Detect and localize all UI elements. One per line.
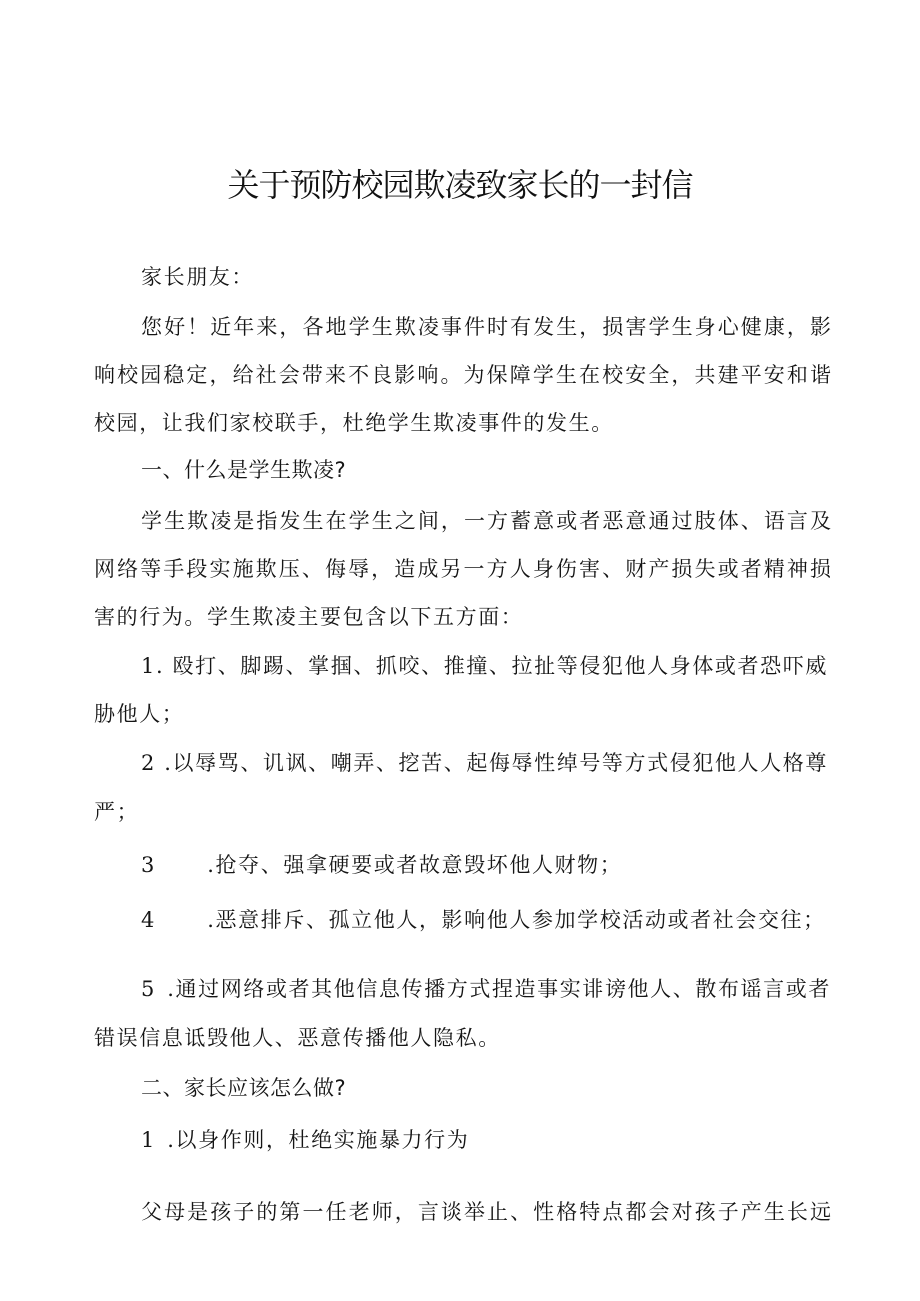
list-item-5-cont: 错误信息诋毁他人、恶意传播他人隐私。 bbox=[94, 1026, 501, 1050]
intro-line-3: 校园，让我们家校联手，杜绝学生欺凌事件的发生。 bbox=[94, 411, 614, 435]
section2-paragraph-line-1: 父母是孩子的第一任老师，言谈举止、性格特点都会对孩子产生长远 bbox=[141, 1200, 831, 1224]
section1-heading: 一、什么是学生欺凌? bbox=[141, 458, 347, 482]
intro-line-2: 响校园稳定，给社会带来不良影响。为保障学生在校安全，共建平安和谐 bbox=[94, 363, 831, 387]
list-item-1 bbox=[141, 651, 891, 681]
list-item-number: 1. bbox=[141, 654, 165, 678]
list-item-text: .抢夺、强拿硬要或者故意毁坏他人财物； bbox=[207, 853, 623, 877]
list-item-3 bbox=[141, 850, 891, 880]
list-item-text: .以辱骂、讥讽、嘲弄、挖苦、起侮辱性绰号等方式侵犯他人人格尊 bbox=[164, 751, 828, 775]
intro-line-1: 您好！近年来，各地学生欺凌事件时有发生，损害学生身心健康，影 bbox=[141, 315, 831, 339]
list-item-text: .通过网络或者其他信息传播方式捏造事实诽谤他人、散布谣言或者 bbox=[167, 977, 831, 1001]
greeting: 家长朋友： bbox=[141, 265, 254, 289]
list-item-1-cont: 胁他人； bbox=[94, 702, 185, 726]
list-item-2-cont: 严； bbox=[94, 800, 140, 824]
definition-line-2: 网络等手段实施欺压、侮辱，造成另一方人身伤害、财产损失或者精神损 bbox=[94, 557, 831, 581]
list-item-2 bbox=[141, 748, 891, 778]
definition-line-3: 害的行为。学生欺凌主要包含以下五方面： bbox=[94, 605, 524, 629]
list-item-text: .以身作则，杜绝实施暴力行为 bbox=[167, 1128, 470, 1152]
section2-heading: 二、家长应该怎么做? bbox=[141, 1076, 347, 1100]
list-item-number: 2 bbox=[141, 751, 156, 775]
list-item-text: .恶意排斥、孤立他人，影响他人参加学校活动或者社会交往； bbox=[207, 908, 826, 932]
list-item-number: 3 bbox=[141, 853, 156, 877]
document-title: 关于预防校园欺凌致家长的一封信 bbox=[227, 166, 693, 204]
list-item-number: 1 bbox=[141, 1128, 156, 1152]
list-item-text: 殴打、脚踢、掌掴、抓咬、推撞、拉扯等侵犯他人身体或者恐吓威 bbox=[172, 654, 828, 678]
list-item-4 bbox=[141, 905, 891, 935]
section2-subitem-1 bbox=[141, 1125, 891, 1155]
definition-line-1: 学生欺凌是指发生在学生之间，一方蓄意或者恶意通过肢体、语言及 bbox=[141, 509, 831, 533]
list-item-number: 4 bbox=[141, 908, 156, 932]
list-item-5 bbox=[141, 974, 891, 1004]
list-item-number: 5 bbox=[141, 977, 156, 1001]
